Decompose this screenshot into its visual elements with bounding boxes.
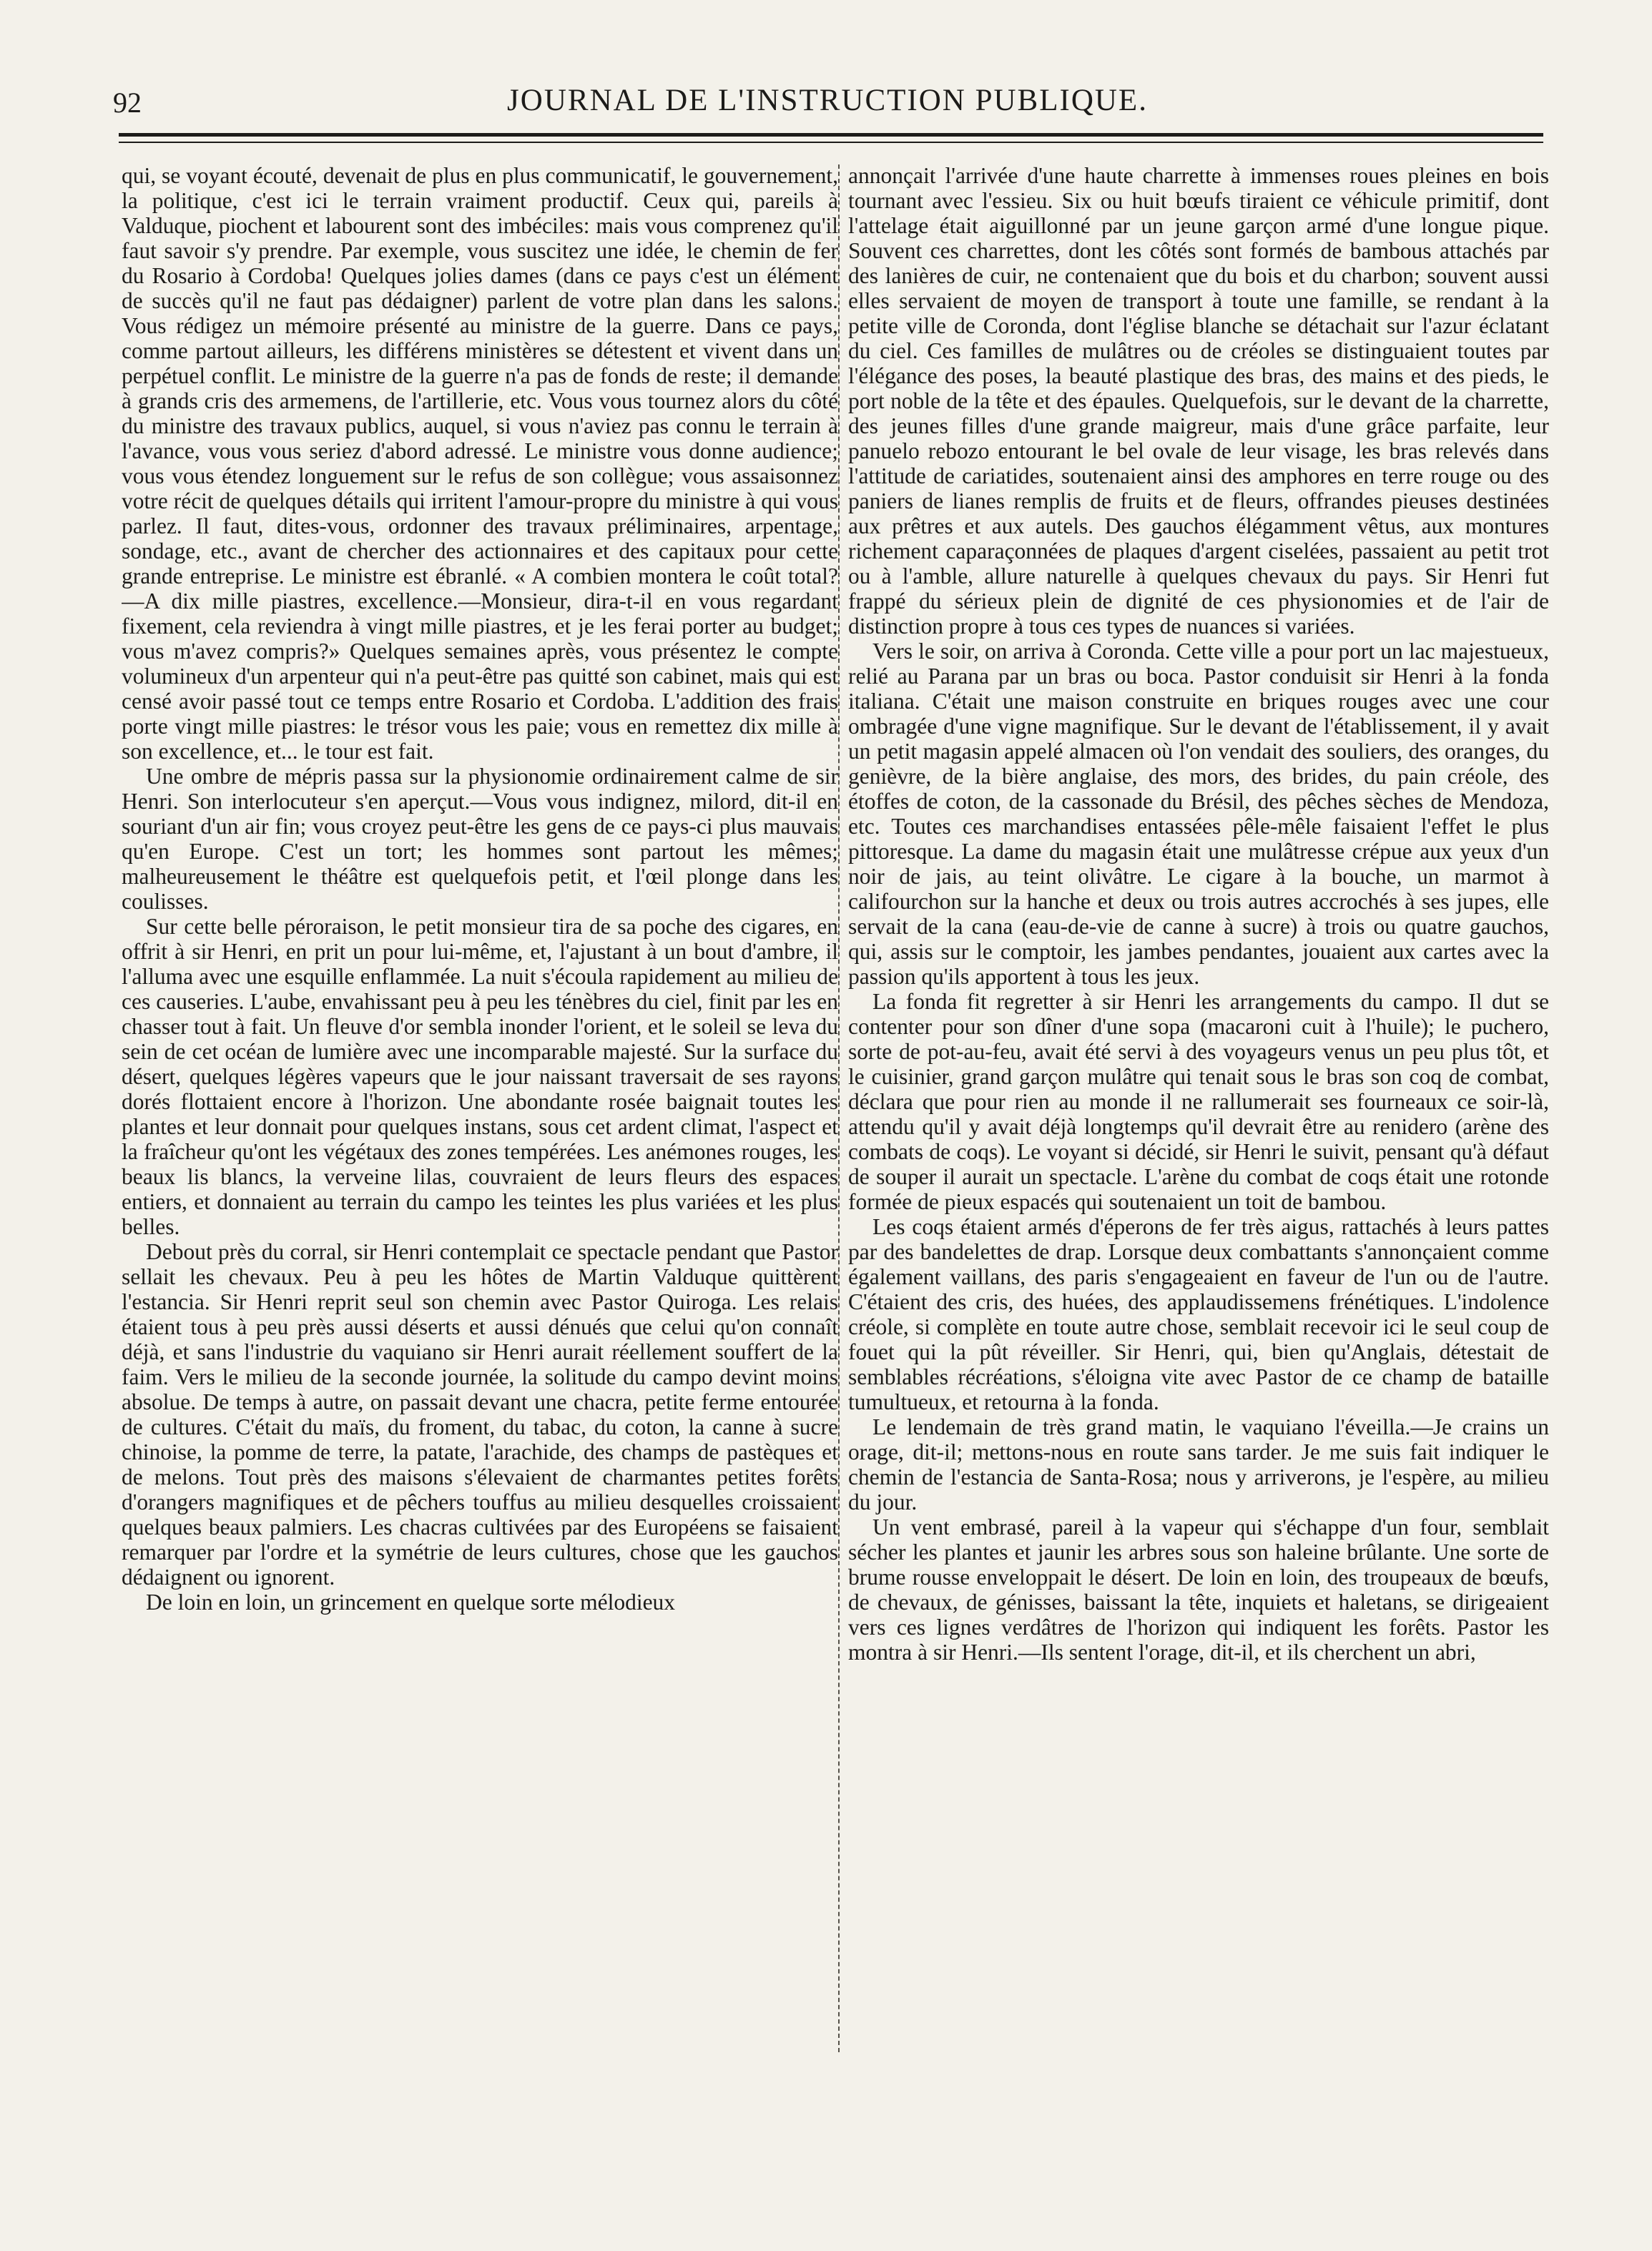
left-paragraph-5: De loin en loin, un grincement en quelque sorte mélodieux: [146, 1590, 676, 1615]
header-rule-thick: [119, 133, 1543, 137]
header-rule-thin: [119, 142, 1543, 143]
page-number: 92: [113, 87, 142, 119]
right-paragraph-4: Les coqs étaient armés d'éperons de fer très aigus, rattachés à leurs pattes par des bandelettes de drap. Lorsque deux combattants s'annonçaient comme également vaillans, des paris s'engageaient en faveur de l'un ou de l'autre. C'étaient des cris, des huées, des applaudissemens frénétiques. L'indolence créole, si complète en toute autre chose, semblait recevoir ici le seul coup de fouet qui la pût réveiller. Sir Henri, qui, bien qu'Anglais, détestait de semblables récréations, s'éloigna vite avec Pastor de ce champ de bataille tumultueux, et retourna à la fonda.: [848, 1214, 1549, 1414]
right-paragraph-2: Vers le soir, on arriva à Coronda. Cette ville a pour port un lac majestueux, relié au Parana par un bras ou boca. Pastor conduisit sir Henri à la fonda italiana. C'était une maison construite en briques rouges avec une cour ombragée d'une vigne magnifique. Sur le devant de l'établissement, il y avait un petit magasin appelé almacen où l'on vendait des souliers, des oranges, du genièvre, de la bière anglaise, des mors, des brides, du pain créole, des étoffes de coton, de la cassonade du Brésil, des pêches sèches de Mendoza, etc. Toutes ces marchandises entassées pêle-mêle faisaient l'effet le plus pittoresque. La dame du magasin était une mulâtresse crépue aux yeux d'un noir de jais, au teint olivâtre. Le cigare à la bouche, un marmot à califourchon sur la hanche et deux ou trois autres accrochés à ses jupes, elle servait de la cana (eau-de-vie de canne à sucre) à trois ou quatre gauchos, qui, assis sur le comptoir, les jambes pendantes, jouaient aux cartes avec la passion qu'ils apportent à tous les jeux.: [848, 639, 1549, 989]
right-paragraph-1: annonçait l'arrivée d'une haute charrette à immenses roues pleines en bois tournant avec l'essieu. Six ou huit bœufs tiraient ce véhicule primitif, dont l'attelage était aiguillonné par un jeune garçon armé d'une longue pique. Souvent ces charrettes, dont les côtés sont formés de bambous attachés par des lanières de cuir, ne contenaient que du bois et du charbon; souvent aussi elles servaient de moyen de transport à toute une famille, se rendant à la petite ville de Coronda, dont l'église blanche se détachait sur l'azur éclatant du ciel. Ces familles de mulâtres ou de créoles se distinguaient toutes par l'élégance des poses, la beauté plastique des bras, des mains et des pieds, le port noble de la tête et des épaules. Quelquefois, sur le devant de la charrette, des jeunes filles d'une grande maigreur, mais d'une grâce parfaite, leur panuelo rebozo entourant le bel ovale de leur visage, les bras relevés dans l'attitude de cariatides, soutenaient ainsi des amphores en terre rouge ou des paniers de lianes remplis de fruits et de fleurs, offrandes pieuses destinées aux prêtres et aux autels. Des gauchos élégamment vêtus, aux montures richement caparaçonnées de plaques d'argent ciselées, passaient au petit trot ou à l'amble, allure naturelle à quelques chevaux du pays. Sir Henri fut frappé du sérieux plein de dignité de ces physionomies et de l'air de distinction propre à tous ces types de nuances si variées.: [848, 163, 1549, 639]
page-header: [113, 80, 1542, 127]
right-column: [848, 163, 1549, 2094]
left-paragraph-1: qui, se voyant écouté, devenait de plus en plus communicatif, le gouvernement, la politique, c'est ici le terrain vraiment productif. Ceux qui, pareils à Valduque, piochent et labourent sont des imbéciles: mais vous comprenez qu'il faut savoir s'y prendre. Par exemple, vous suscitez une idée, le chemin de fer du Rosario à Cordoba! Quelques jolies dames (dans ce pays c'est un élément de succès qu'il ne faut pas dédaigner) parlent de votre plan dans les salons. Vous rédigez un mémoire présenté au ministre de la guerre. Dans ce pays, comme partout ailleurs, les différens ministères se détestent et vivent dans un perpétuel conflit. Le ministre de la guerre n'a pas de fonds de reste; il demande à grands cris des armemens, de l'artillerie, etc. Vous vous tournez alors du côté du ministre des travaux publics, auquel, si vous n'aviez pas connu le terrain à l'avance, vous vous seriez d'abord adressé. Le ministre vous donne audience; vous vous étendez longuement sur le refus de son collègue; vous assaisonnez votre récit de quelques détails qui irritent l'amour-propre du ministre à qui vous parlez. Il faut, dites-vous, ordonner des travaux préliminaires, arpentage, sondage, etc., avant de chercher des actionnaires et des capitaux pour cette grande entreprise. Le ministre est ébranlé. « A combien montera le coût total?—A dix mille piastres, excellence.—Monsieur, dira-t-il en vous regardant fixement, cela reviendra à vingt mille piastres, et je les ferai porter au budget; vous m'avez compris?» Quelques semaines après, vous présentez le compte volumineux d'un arpenteur qui n'a peut-être pas quitté son cabinet, mais qui est censé avoir passé tout ce temps entre Rosario et Cordoba. L'addition des frais porte vingt mille piastres: le trésor vous les paie; vous en remettez dix mille à son excellence, et... le tour est fait.: [122, 163, 838, 764]
left-paragraph-3: Sur cette belle péroraison, le petit monsieur tira de sa poche des cigares, en offrit à sir Henri, en prit un pour lui-même, et, l'ajustant à un bout d'ambre, il l'alluma avec une esquille enflammée. La nuit s'écoula rapidement au milieu de ces causeries. L'aube, envahissant peu à peu les ténèbres du ciel, finit par les en chasser tout à fait. Un fleuve d'or sembla inonder l'orient, et le soleil se leva du sein de cet océan de lumière avec une incomparable majesté. Sur la surface du désert, quelques légères vapeurs que le jour naissant traversait de ses rayons dorés flottaient encore à l'horizon. Une abondante rosée baignait toutes les plantes et leur donnait pour quelques instans, sous cet ardent climat, l'aspect et la fraîcheur qu'ont les végétaux des zones tempérées. Les anémones rouges, les beaux lis blancs, la verveine lilas, couvraient de leurs fleurs des espaces entiers, et donnaient au terrain du campo les teintes les plus variées et les plus belles.: [122, 914, 838, 1239]
running-title: JOURNAL DE L'INSTRUCTION PUBLIQUE.: [507, 84, 1148, 117]
right-paragraph-5: Le lendemain de très grand matin, le vaquiano l'éveilla.—Je crains un orage, dit-il; mettons-nous en route sans tarder. Je me suis fait indiquer le chemin de l'estancia de Santa-Rosa; nous y arriverons, je l'espère, au milieu du jour.: [848, 1414, 1549, 1514]
right-paragraph-3: La fonda fit regretter à sir Henri les arrangements du campo. Il dut se contenter pour son dîner d'une sopa (macaroni cuit à l'huile); le puchero, sorte de pot-au-feu, avait été servi à des voyageurs venus un peu plus tôt, et le cuisinier, grand garçon mulâtre qui tenait sous le bras son coq de combat, déclara que pour rien au monde il ne rallumerait ses fourneaux ce soir-là, attendu qu'il y avait déjà longtemps qu'il devrait être au renidero (arène des combats de coqs). Le voyant si décidé, sir Henri le suivit, pensant qu'à défaut de souper il aurait un spectacle. L'arène du combat de coqs était une rotonde formée de pieux espacés qui soutenaient un toit de bambou.: [848, 989, 1549, 1214]
left-column: [122, 163, 838, 2094]
left-paragraph-4: Debout près du corral, sir Henri contemplait ce spectacle pendant que Pastor sellait les chevaux. Peu à peu les hôtes de Martin Valduque quittèrent l'estancia. Sir Henri reprit seul son chemin avec Pastor Quiroga. Les relais étaient tous à peu près aussi déserts et aussi dénués que celui qu'on connaît déjà, et sans l'industrie du vaquiano sir Henri aurait réellement souffert de la faim. Vers le milieu de la seconde journée, la solitude du campo devint moins absolue. De temps à autre, on passait devant une chacra, petite ferme entourée de cultures. C'était du maïs, du froment, du tabac, du coton, la canne à sucre chinoise, la pomme de terre, la patate, l'arachide, des champs de pastèques et de melons. Tout près des maisons s'élevaient de charmantes petites forêts d'orangers magnifiques et de pêchers touffus au milieu desquelles croissaient quelques beaux palmiers. Les chacras cultivées par des Européens se faisaient remarquer par l'ordre et la symétrie de leurs cultures, chose que les gauchos dédaignent ou ignorent.: [122, 1239, 838, 1590]
left-paragraph-2: Une ombre de mépris passa sur la physionomie ordinairement calme de sir Henri. Son interlocuteur s'en aperçut.—Vous vous indignez, milord, dit-il en souriant d'un air fin; vous croyez peut-être les gens de ce pays-ci plus mauvais qu'en Europe. C'est un tort; les hommes sont partout les mêmes; malheureusement le théâtre est quelquefois petit, et l'œil plonge dans les coulisses.: [122, 764, 838, 914]
right-paragraph-6: Un vent embrasé, pareil à la vapeur qui s'échappe d'un four, semblait sécher les plantes et jaunir les arbres sous son haleine brûlante. Une sorte de brume rousse enveloppait le désert. De loin en loin, des troupeaux de bœufs, de chevaux, de génisses, baissant la tête, inquiets et haletans, se dirigeaient vers ces lignes verdâtres de l'horizon qui indiquent les forêts. Pastor les montra à sir Henri.—Ils sentent l'orage, dit-il, et ils cherchent un abri,: [848, 1514, 1549, 1665]
column-divider: [838, 164, 840, 2052]
